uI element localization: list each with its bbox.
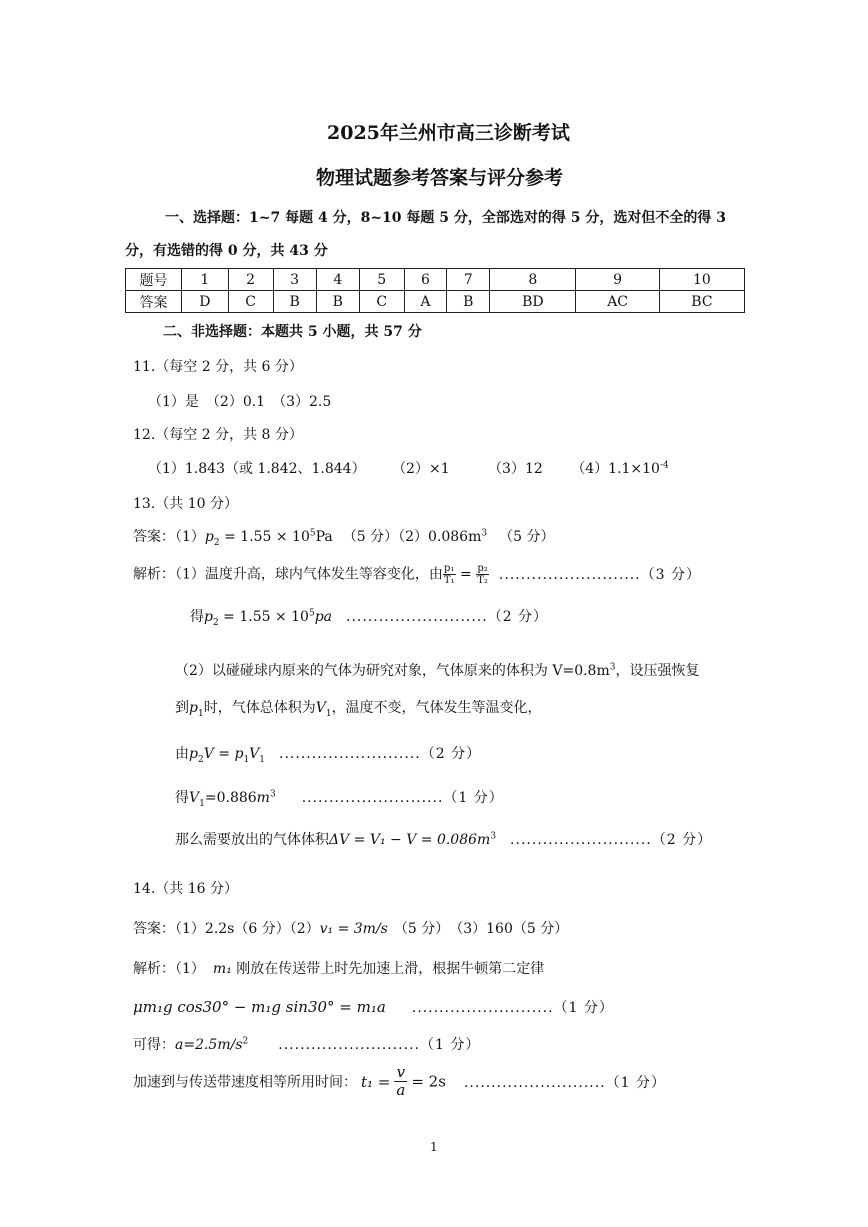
q14-analysis: 解析：（1） m₁ 刚放在传送带上时先加速上滑，根据牛顿第二定律 (133, 961, 545, 977)
table-cell: 10 (659, 269, 744, 291)
table-cell: 4 (316, 269, 359, 291)
q12-answer-1: （1）1.843（或 1.842、1.844） (148, 461, 366, 477)
table-cell: A (404, 291, 447, 313)
q12-answer-4: $(4)1.1\times 10^{-4}$ (571, 460, 669, 477)
q13-eq3: 那么需要放出的气体体积$\Delta V = V_1 - V = 0.086m^3$ ..........................（2 分） (175, 831, 713, 848)
table-cell: AC (576, 291, 659, 313)
table-label-answer: 答案 (126, 291, 182, 313)
document-title: 2025年兰州市高三诊断考试 (327, 122, 570, 144)
page-number: 1 (430, 1140, 438, 1154)
q11-answer: （1）是 （2）0.1 （3）2.5 (148, 394, 332, 410)
table-cell: 2 (228, 269, 273, 291)
q14-time: 加速到与传送带速度相等所用时间： t₁ = $\frac{v}{a}$ = 2s ..........................（1 分） (133, 1063, 666, 1099)
section2-heading: 二、非选择题：本题共 5 小题，共 57 分 (163, 324, 422, 340)
table-row-numbers (126, 269, 745, 291)
q12-answer-line (148, 458, 669, 478)
q12-answer-2: （2）×1 (392, 461, 450, 477)
fraction-v-a: $\frac{v}{a}$ (396, 1063, 406, 1099)
table-cell: C (359, 291, 404, 313)
section1-line2: 分，有选错的得 0 分，共 43 分 (125, 243, 328, 259)
q14-formula: μm₁g cos30° − m₁g sin30° = m₁a ..........................（1 分） (133, 998, 614, 1016)
q13-answer: 答案：$(1)p_2 = 1.55 \times 10^5Pa$ （5 分）$(2)0.086m^3$ （5 分） (133, 528, 555, 548)
table-cell: BC (659, 291, 744, 313)
table-cell: 3 (273, 269, 316, 291)
q13-eq1: 由$p_2V = p_1V_1$ ..........................（2 分） (175, 746, 482, 765)
q11-heading: 11.（每空 2 分，共 6 分） (133, 359, 303, 375)
fraction-p2-t2: $\frac{\text{p₂}}{\text{T₂}}$ (477, 563, 488, 586)
table-label-number: 题号 (126, 269, 182, 291)
q14-result: 可得：$a=2.5m/s^2$ ..........................（1 分） (133, 1036, 481, 1053)
q13-result-1: 得$p_2 = 1.55 \times 10^5pa$ ..........................（2 分） (190, 608, 549, 628)
q13-part2-line2: 到$p_1$时，气体总体积为$V_1$，温度不变，气体发生等温变化， (175, 700, 542, 719)
table-cell: D (182, 291, 229, 313)
table-cell: 5 (359, 269, 404, 291)
q13-part2-line1: （2）以碰碰球内原来的气体为研究对象，气体原来的体积为 $V=0.8m^3$，设压强恢复 (175, 662, 700, 679)
q13-heading: 13.（共 10 分） (133, 496, 238, 512)
q12-answer-3: （3）12 (488, 461, 543, 477)
table-cell: B (447, 291, 490, 313)
q14-answer: 答案：（1）2.2s（6 分）（2）v₁ = 3m/s （5 分） （3）160（5 分） (133, 921, 569, 937)
section1-line1: 一、选择题：1~7 每题 4 分，8~10 每题 5 分，全部选对的得 5 分，选对但不全的得 3 (165, 210, 726, 226)
table-cell: 6 (404, 269, 447, 291)
table-cell: 1 (182, 269, 229, 291)
q14-heading: 14.（共 16 分） (133, 881, 238, 897)
table-cell: 9 (576, 269, 659, 291)
answer-table (125, 268, 745, 313)
table-cell: BD (490, 291, 576, 313)
table-cell: B (316, 291, 359, 313)
q13-eq2: 得$V_1=0.886m^3$ ..........................（1 分） (175, 789, 504, 809)
q12-heading: 12.（每空 2 分，共 8 分） (133, 427, 303, 443)
table-cell: C (228, 291, 273, 313)
table-cell: 7 (447, 269, 490, 291)
table-row-answers (126, 291, 745, 313)
document-subtitle: 物理试题参考答案与评分参考 (316, 167, 564, 189)
table-cell: 8 (490, 269, 576, 291)
fraction-p1-t1: $\frac{\text{p₁}}{\text{T₁}}$ (443, 563, 455, 586)
table-cell: B (273, 291, 316, 313)
q13-analysis-1: 解析：（1）温度升高，球内气体发生等容变化，由 $\frac{\text{p₁}}{\text{T₁}}$ = $\frac{\text{p₂}}{\text{T₂}}$ ..........................（3 分） (133, 563, 701, 586)
